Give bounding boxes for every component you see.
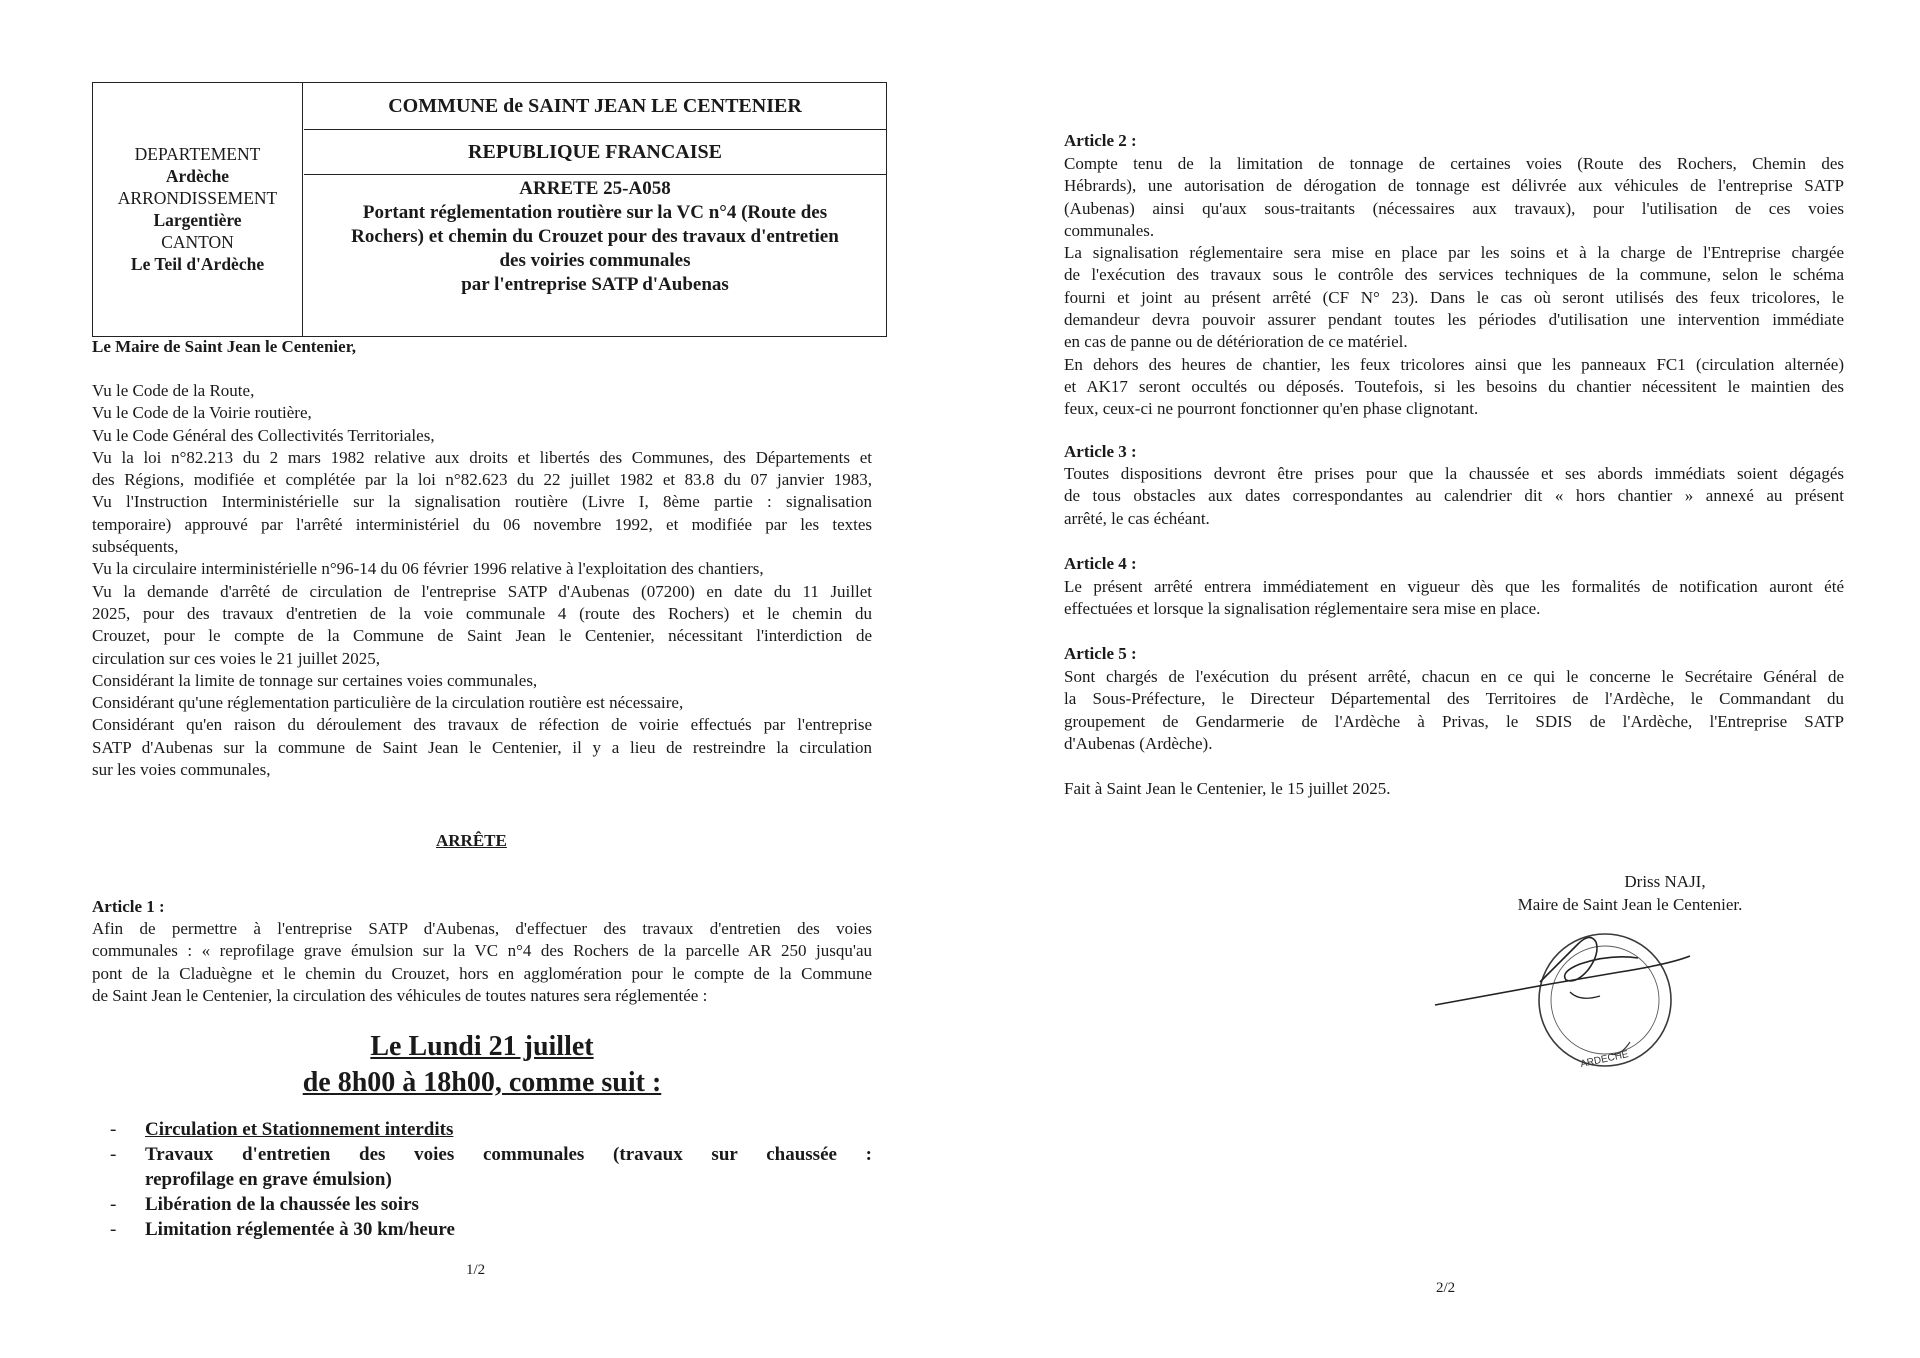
article-5-title: Article 5 : <box>1064 644 1137 663</box>
canton-value: Le Teil d'Ardèche <box>130 254 265 274</box>
article-2-line: Hébrards), une autorisation de dérogation de tonnage est délivrée aux véhicules de l'entreprise SATP <box>1064 176 1844 196</box>
measure-item: - Limitation réglementée à 30 km/heure <box>92 1217 872 1242</box>
visa-line: 2025, pour des travaux d'entretien de la voie communale 4 (route des Rochers) et le chemin du <box>92 603 872 623</box>
arrete-object-line: Rochers) et chemin du Crouzet pour des travaux d'entretien <box>351 226 839 247</box>
svg-text:ARDECHE: ARDECHE <box>1579 1049 1630 1071</box>
article-3-body <box>1064 463 1844 530</box>
schedule-date: Le Lundi 21 juillet <box>370 1031 594 1062</box>
article-5-line: d'Aubenas (Ardèche). <box>1064 733 1213 753</box>
arrete-object-line: Portant réglementation routière sur la VC n°4 (Route des <box>362 202 828 223</box>
article-1-line: communales : « reprofilage grave émulsion sur la VC n°4 des Rochers de la parcelle AR 250 jusqu'au <box>92 941 872 961</box>
visa-line: temporaire) approuvé par l'arrêté interministériel du 06 novembre 1992, et modifiée par les textes <box>92 514 872 534</box>
visa-line: SATP d'Aubenas sur la commune de Saint Jean le Centenier, il y a lieu de restreindre la circulation <box>92 737 872 757</box>
article-2-line: communales. <box>1064 220 1155 240</box>
article-5-line: groupement de Gendarmerie de l'Ardèche à Privas, le SDIS de l'Ardèche, l'Entreprise SATP <box>1064 711 1844 731</box>
visa-line: Vu le Code Général des Collectivités Territoriales, <box>92 425 435 445</box>
article-2-line: (Aubenas) ainsi qu'aux sous-traitants (nécessaires aux travaux), pour l'utilisation de ces voies <box>1064 198 1844 218</box>
visa-line: Vu le Code de la Voirie routière, <box>92 403 312 423</box>
page-number: 1/2 <box>466 1262 486 1278</box>
fait-a-line: Fait à Saint Jean le Centenier, le 15 juillet 2025. <box>1064 779 1391 798</box>
article-4-body <box>1064 576 1844 621</box>
article-5-body <box>1064 666 1844 755</box>
arrete-object-line: par l'entreprise SATP d'Aubenas <box>461 274 729 295</box>
mairie-stamp-signature <box>1520 922 1680 1082</box>
arrete-object-line: des voiries communales <box>499 250 691 271</box>
article-2-line: La signalisation réglementaire sera mise en place par les soins et à la charge de l'Entreprise chargée <box>1064 243 1844 263</box>
article-4-line: Le présent arrêté entrera immédiatement en vigueur dès que les formalités de notification auront été <box>1064 577 1844 596</box>
visa-line: circulation sur ces voies le 21 juillet 2025, <box>92 648 380 668</box>
visa-line: Considérant la limite de tonnage sur certaines voies communales, <box>92 670 538 690</box>
article-2-line: En dehors des heures de chantier, les feux tricolores ainsi que les panneaux FC1 (circulation alternée) <box>1064 354 1844 374</box>
arrondissement-value: Largentière <box>153 210 242 230</box>
signatory-title: Maire de Saint Jean le Centenier. <box>1517 895 1743 914</box>
measures-list <box>92 1117 872 1242</box>
arrete-heading <box>304 175 886 338</box>
visa-line: subséquents, <box>92 537 179 557</box>
commune-title: COMMUNE de SAINT JEAN LE CENTENIER <box>304 83 886 130</box>
visa-line: Vu la demande d'arrêté de circulation de l'entreprise SATP d'Aubenas (07200) en date du 11 Juillet <box>92 581 872 601</box>
visa-line: Considérant qu'une réglementation particulière de la circulation routière est nécessaire, <box>92 693 684 713</box>
article-1-title: Article 1 : <box>92 897 165 916</box>
article-1-line: pont de la Claduègne et le chemin du Crouzet, hors en agglomération pour le compte de la Commune <box>92 963 872 983</box>
article-2-line: et AK17 seront occultés ou déposés. Toutefois, si les besoins du chantier nécessitent le maintien des <box>1064 376 1844 396</box>
header-table <box>92 82 887 337</box>
header-title-cell <box>304 83 886 336</box>
visas-block <box>92 380 872 781</box>
article-3-line: de tous obstacles aux dates correspondantes au calendrier dit « hors chantier » annexé au présent <box>1064 486 1844 506</box>
article-4-title: Article 4 : <box>1064 554 1137 573</box>
article-1-body <box>92 918 872 1007</box>
article-2-line: demandeur devra pouvoir assurer pendant toutes les périodes d'utilisation une intervention immédiate <box>1064 310 1844 330</box>
page-2 <box>960 0 1920 1358</box>
visa-line: Vu la circulaire interministérielle n°96-14 du 06 février 1996 relative à l'exploitation des chantiers, <box>92 559 764 579</box>
visa-line: Crouzet, pour le compte de la Commune de Saint Jean le Centenier, nécessitant l'interdiction de <box>92 626 872 646</box>
article-2-line: feux, ceux-ci ne pourront fonctionner qu'en phase clignotant. <box>1064 399 1479 419</box>
article-5-line: la Sous-Préfecture, le Directeur Départemental des Territoires de l'Ardèche, le Commandant du <box>1064 689 1844 709</box>
article-2-line: en cas de panne ou de détérioration de ce matériel. <box>1064 332 1408 352</box>
arrondissement-label: ARRONDISSEMENT <box>117 188 278 208</box>
signatory-name: Driss NAJI, <box>1624 872 1706 891</box>
measure-item: - Travaux d'entretien des voies communales (travaux sur chaussée : reprofilage en grave émulsion) <box>92 1142 872 1192</box>
article-3-title: Article 3 : <box>1064 442 1137 461</box>
article-2-line: fourni et joint au présent arrêté (CF N° 23). Dans le cas où seront utilisés des feux tricolores, le <box>1064 287 1844 307</box>
visa-line: Vu l'Instruction Interministérielle sur la signalisation routière (Livre I, 8ème partie : signalisation <box>92 492 872 512</box>
visa-line: sur les voies communales, <box>92 760 271 780</box>
article-4-line: effectuées et lorsque la signalisation réglementaire sera mise en place. <box>1064 599 1541 619</box>
article-2-line: Compte tenu de la limitation de tonnage de certaines voies (Route des Rochers, Chemin des <box>1064 154 1844 173</box>
article-2-line: de l'exécution des travaux sous le contrôle des services techniques de la commune, selon le schéma <box>1064 265 1844 285</box>
visa-line: Vu le Code de la Route, <box>92 381 255 400</box>
header-admin-cell <box>93 83 303 336</box>
visa-line: des Régions, modifiée et complétée par la loi n°82.623 du 22 juillet 1982 et 83.8 du 07 janvier 1983, <box>92 470 872 490</box>
visa-line: Vu la loi n°82.213 du 2 mars 1982 relative aux droits et libertés des Communes, des Départements et <box>92 447 872 467</box>
departement-label: DEPARTEMENT <box>134 144 261 164</box>
schedule-hours: de 8h00 à 18h00, comme suit : <box>302 1067 662 1098</box>
maire-intro: Le Maire de Saint Jean le Centenier, <box>92 337 356 356</box>
article-3-line: arrêté, le cas échéant. <box>1064 508 1210 528</box>
article-5-line: Sont chargés de l'exécution du présent arrêté, chacun en ce qui le concerne le Secrétaire Général de <box>1064 667 1844 686</box>
article-2-title: Article 2 : <box>1064 131 1137 150</box>
arrete-title: ARRÊTE <box>436 831 507 850</box>
article-3-line: Toutes dispositions devront être prises pour que la chaussée et ses abords immédiats soient dégagés <box>1064 464 1844 483</box>
canton-label: CANTON <box>161 232 234 252</box>
departement-value: Ardèche <box>165 166 230 186</box>
visa-line: Considérant qu'en raison du déroulement des travaux de réfection de voirie effectués par l'entreprise <box>92 715 872 735</box>
republique-title: REPUBLIQUE FRANCAISE <box>304 130 886 175</box>
article-1-line: Afin de permettre à l'entreprise SATP d'Aubenas, d'effectuer des travaux d'entretien des voies <box>92 919 872 938</box>
measure-item: - Circulation et Stationnement interdits <box>92 1117 872 1142</box>
page-number: 2/2 <box>1436 1280 1456 1296</box>
measure-item: - Libération de la chaussée les soirs <box>92 1192 872 1217</box>
article-2-body <box>1064 153 1844 421</box>
arrete-number: ARRETE 25-A058 <box>519 178 671 199</box>
article-1-line: de Saint Jean le Centenier, la circulation des véhicules de toutes natures sera réglementée : <box>92 985 708 1005</box>
